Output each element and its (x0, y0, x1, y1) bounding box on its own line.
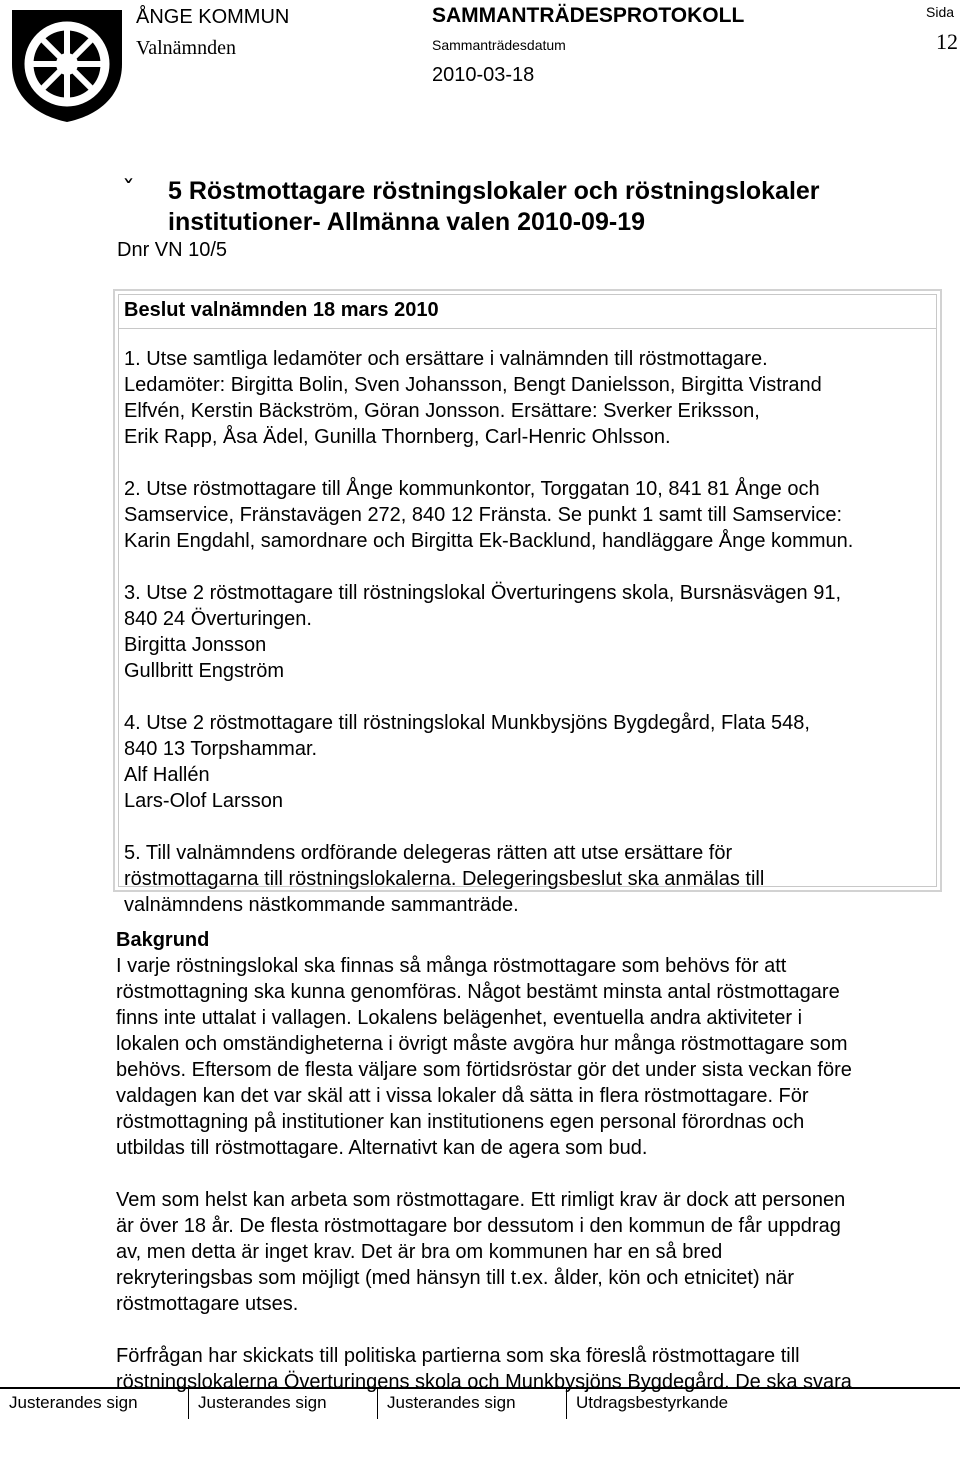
background-paragraph: I varje röstningslokal ska finnas så många röstmottagare som behövs för att röstmottagning ska kunna genomföras. Något bestämt minsta antal röstmottagare finns inte uttalat i vallagen. Lokalens belägenhet, eventuella andra aktiviteter i lokalen och omständigheterna i övrigt måste avgöra hur många röstmottagare som behövs. Eftersom de flesta väljare som förtidsröstar gör det under sista veckan före valdagen kan det var skäl att i vissa lokaler då sätta in flera röstmottagare. För röstmottagning på institutioner kan institutionens egen personal förordnas och utbildas till röstmottagare. Alternativt kan de agera som bud. (116, 955, 852, 1159)
decision-item: 2. Utse röstmottagare till Ånge kommunkontor, Torggatan 10, 841 81 Ånge och Samservice, Fränstavägen 272, 840 12 Fränsta. Se punkt 1 samt till Samservice: Karin Engdahl, samordnare och Birgitta Ek-Backlund, handläggare Ånge kommun. (124, 478, 854, 552)
signature-cell: Justerandes sign (189, 1389, 378, 1419)
background-paragraph: Förfrågan har skickats till politiska partierna som ska föreslå röstmottagare till röstningslokalerna Överturingens skola och Munkbysjöns Bygdegård. De ska svara (116, 1345, 852, 1393)
document-title: SAMMANTRÄDESPROTOKOLL (432, 4, 745, 27)
decision-heading-row (119, 295, 936, 329)
decision-item: 4. Utse 2 röstmottagare till röstningslokal Munkbysjöns Bygdegård, Flata 548, 840 13 Torpshammar. Alf Hallén Lars-Olof Larsson (124, 712, 810, 812)
section-heading (122, 176, 922, 238)
background-heading: Bakgrund (116, 929, 210, 951)
meeting-date-label: Sammanträdesdatum (432, 37, 566, 53)
decision-box-inner (118, 294, 937, 916)
coat-of-arms-icon (8, 6, 126, 124)
department-name: Valnämnden (136, 37, 236, 59)
signature-footer (0, 1387, 960, 1419)
case-number: Dnr VN 10/5 (117, 239, 228, 261)
page-label: Sida (926, 4, 955, 20)
meeting-date: 2010-03-18 (432, 64, 535, 86)
caron-mark-icon: ˇ (122, 176, 135, 206)
decision-item: 3. Utse 2 röstmottagare till röstningslokal Överturingens skola, Bursnäsvägen 91, 840 24 Överturingen. Birgitta Jonsson Gullbritt Engström (124, 582, 842, 682)
signature-cell: Justerandes sign (378, 1389, 567, 1419)
signature-cell: Justerandes sign (0, 1389, 189, 1419)
background-section (116, 927, 946, 1421)
municipality-name: ÅNGE KOMMUN (136, 6, 290, 28)
decision-item: 1. Utse samtliga ledamöter och ersättare i valnämnden till röstmottagare. Ledamöter: Birgitta Bolin, Sven Johansson, Bengt Danielsson, Birgitta Vistrand Elfvén, Kerstin Bäckström, Göran Jonsson. Ersättare: Sverker Eriksson, Erik Rapp, Åsa Ädel, Gunilla Thornberg, Carl-Henric Ohlsson. (124, 348, 822, 448)
decision-box (113, 289, 942, 916)
municipality-logo (8, 6, 126, 124)
background-paragraph: Vem som helst kan arbeta som röstmottagare. Ett rimligt krav är dock att personen är över 18 år. De flesta röstmottagare bor dessutom i den kommun de får uppdrag av, men detta är inget krav. Det är bra om kommunen har en så bred rekryteringsbas som möjligt (med hänsyn till t.ex. ålder, kön och etnicitet) när röstmottagare utses. (116, 1189, 846, 1315)
page-number: 12 (936, 29, 958, 54)
decision-items (124, 346, 946, 944)
certification-cell: Utdragsbestyrkande (576, 1393, 729, 1412)
decision-heading: Beslut valnämnden 18 mars 2010 (124, 299, 439, 321)
decision-item: 5. Till valnämndens ordförande delegeras rätten att utse ersättare för röstmottagarna till röstningslokalerna. Delegeringsbeslut ska anmälas till valnämndens nästkommande sammanträde. (124, 842, 765, 916)
section-heading-text: 5 Röstmottagare röstningslokaler och röstningslokaler institutioner- Allmänna valen 2010-09-19 (168, 177, 820, 236)
